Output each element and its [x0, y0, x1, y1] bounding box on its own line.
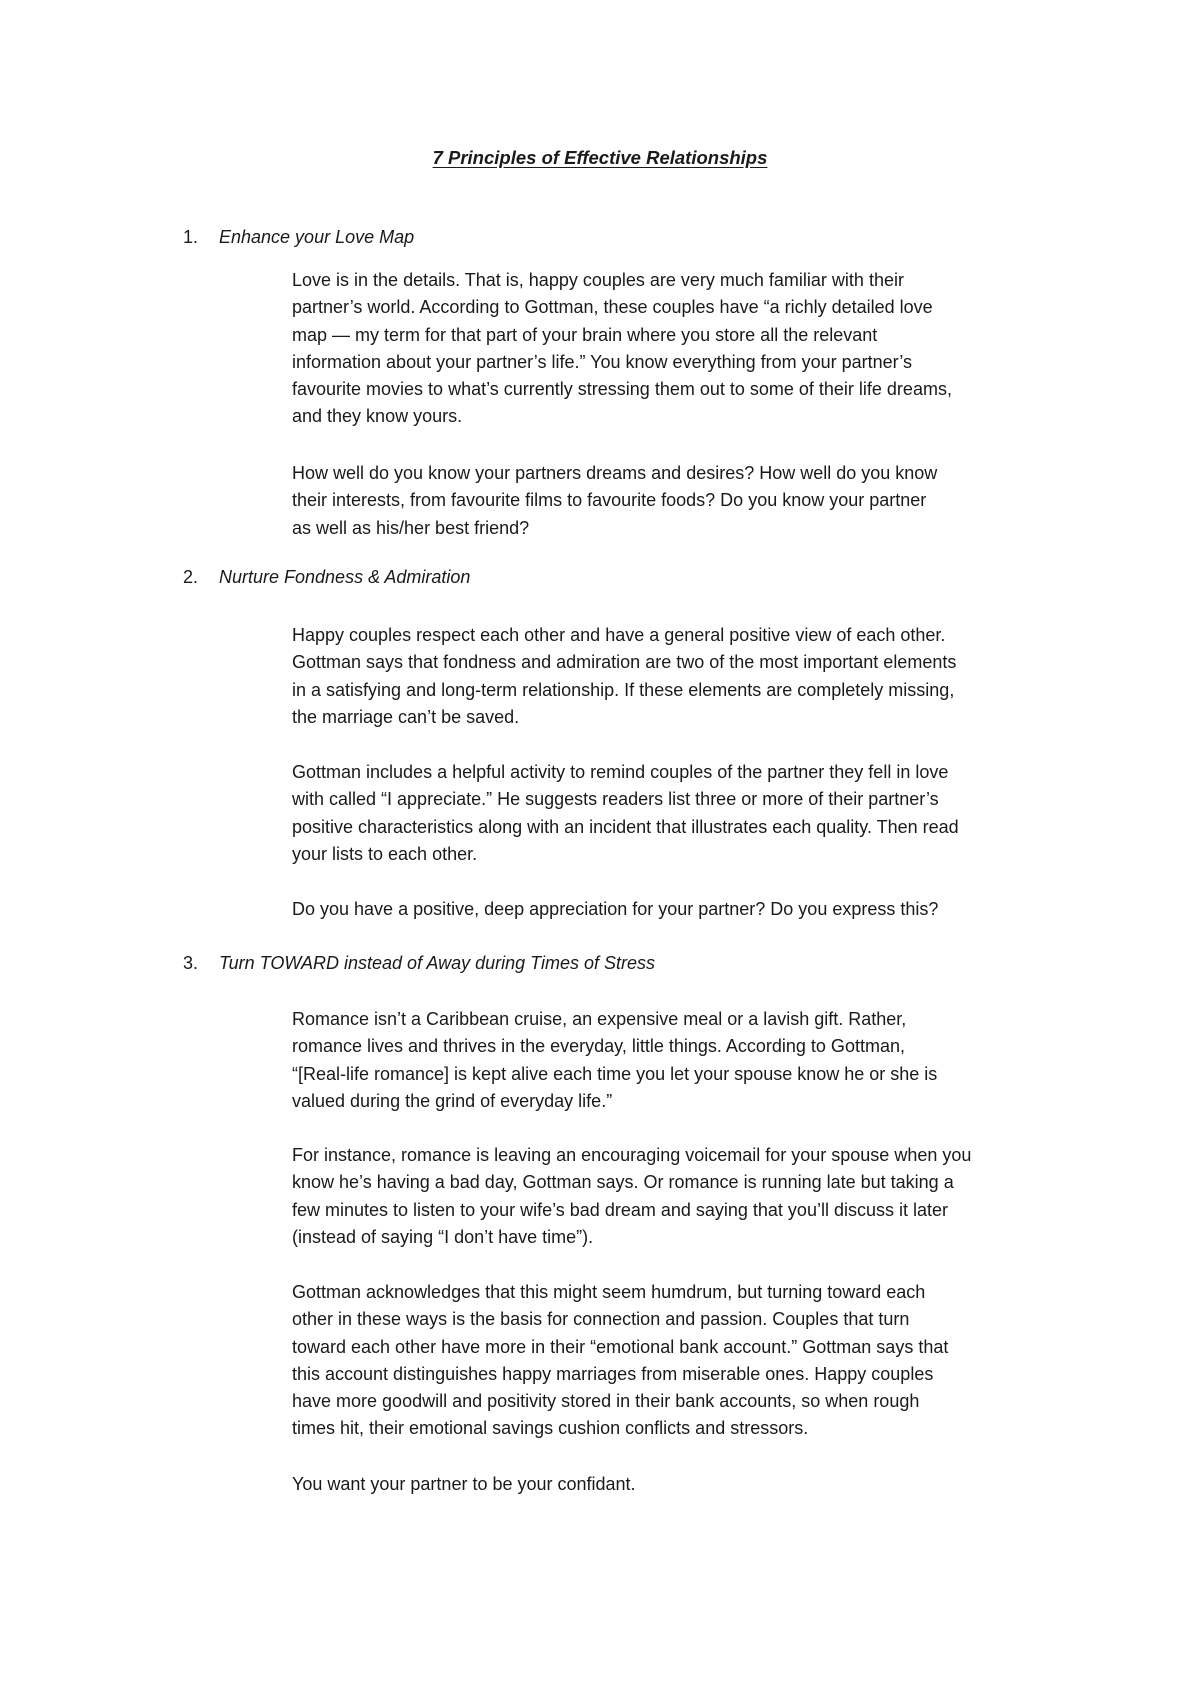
text-line: valued during the grind of everyday life.” — [292, 1090, 613, 1111]
paragraph-for-instance — [292, 1142, 1092, 1251]
text-line: map — my term for that part of your brain where you store all the relevant — [292, 324, 878, 345]
text-line: “[Real-life romance] is kept alive each time you let your spouse know he or she is — [292, 1063, 938, 1084]
document-title: 7 Principles of Effective Relationships — [432, 147, 768, 168]
text-line: romance lives and thrives in the everyday, little things. According to Gottman, — [292, 1036, 905, 1057]
text-line: have more goodwill and positivity stored in their bank accounts, so when rough — [292, 1391, 920, 1412]
section-number: 3. — [183, 953, 199, 973]
text-line: Gottman acknowledges that this might seem humdrum, but turning toward each — [292, 1282, 926, 1302]
paragraph-confidant — [292, 1471, 1092, 1498]
paragraph-respect — [292, 622, 1092, 731]
section-title: Enhance your Love Map — [219, 227, 415, 247]
text-line: positive characteristics along with an incident that illustrates each quality. Then read — [292, 816, 959, 837]
paragraph-i-appreciate — [292, 759, 1092, 868]
text-line: For instance, romance is leaving an encouraging voicemail for your spouse when you — [292, 1145, 972, 1165]
text-line: with called “I appreciate.” He suggests readers list three or more of their partner’s — [292, 789, 939, 810]
paragraph-love-in-details — [292, 267, 1092, 431]
text-line: know he’s having a bad day, Gottman says. Or romance is running late but taking a — [292, 1172, 954, 1193]
text-line: Do you have a positive, deep appreciation for your partner? Do you express this? — [292, 899, 939, 919]
paragraph-appreciation-question — [292, 896, 1092, 923]
text-line: Love is in the details. That is, happy couples are very much familiar with their — [292, 270, 904, 290]
text-line: Happy couples respect each other and have a general positive view of each other. — [292, 625, 946, 645]
section-title: Turn TOWARD instead of Away during Times of Stress — [219, 953, 655, 973]
text-line: toward each other have more in their “emotional bank account.” Gottman says that — [292, 1336, 949, 1357]
text-line: other in these ways is the basis for connection and passion. Couples that turn — [292, 1309, 910, 1330]
text-line: your lists to each other. — [292, 843, 478, 864]
text-line: How well do you know your partners dreams and desires? How well do you know — [292, 463, 938, 483]
section-number: 2. — [183, 567, 199, 587]
paragraph-humdrum — [292, 1279, 1092, 1443]
paragraph-how-well-do-you-know — [292, 460, 1092, 542]
text-line: Gottman includes a helpful activity to remind couples of the partner they fell in love — [292, 762, 949, 782]
text-line: their interests, from favourite films to favourite foods? Do you know your partner — [292, 490, 927, 511]
section-heading-2 — [183, 565, 470, 589]
text-line: Gottman says that fondness and admiration are two of the most important elements — [292, 652, 957, 673]
section-heading-3 — [183, 951, 655, 975]
text-line: (instead of saying “I don’t have time”). — [292, 1226, 594, 1247]
text-line: few minutes to listen to your wife’s bad dream and saying that you’ll discuss it later — [292, 1199, 948, 1220]
text-line: information about your partner’s life.” You know everything from your partner’s — [292, 351, 912, 372]
section-heading-1 — [183, 225, 414, 249]
paragraph-romance — [292, 1006, 1092, 1115]
section-title: Nurture Fondness & Admiration — [219, 567, 471, 587]
text-line: times hit, their emotional savings cushion conflicts and stressors. — [292, 1418, 809, 1439]
section-number: 1. — [183, 227, 199, 247]
text-line: partner’s world. According to Gottman, these couples have “a richly detailed love — [292, 297, 933, 318]
text-line: favourite movies to what’s currently stressing them out to some of their life dreams, — [292, 379, 952, 400]
text-line: the marriage can’t be saved. — [292, 706, 520, 727]
text-line: Romance isn’t a Caribbean cruise, an expensive meal or a lavish gift. Rather, — [292, 1009, 907, 1029]
text-line: in a satisfying and long-term relationship. If these elements are completely missing, — [292, 679, 955, 700]
text-line: this account distinguishes happy marriages from miserable ones. Happy couples — [292, 1363, 934, 1384]
text-line: You want your partner to be your confidant. — [292, 1474, 636, 1494]
text-line: and they know yours. — [292, 406, 463, 427]
text-line: as well as his/her best friend? — [292, 517, 530, 538]
